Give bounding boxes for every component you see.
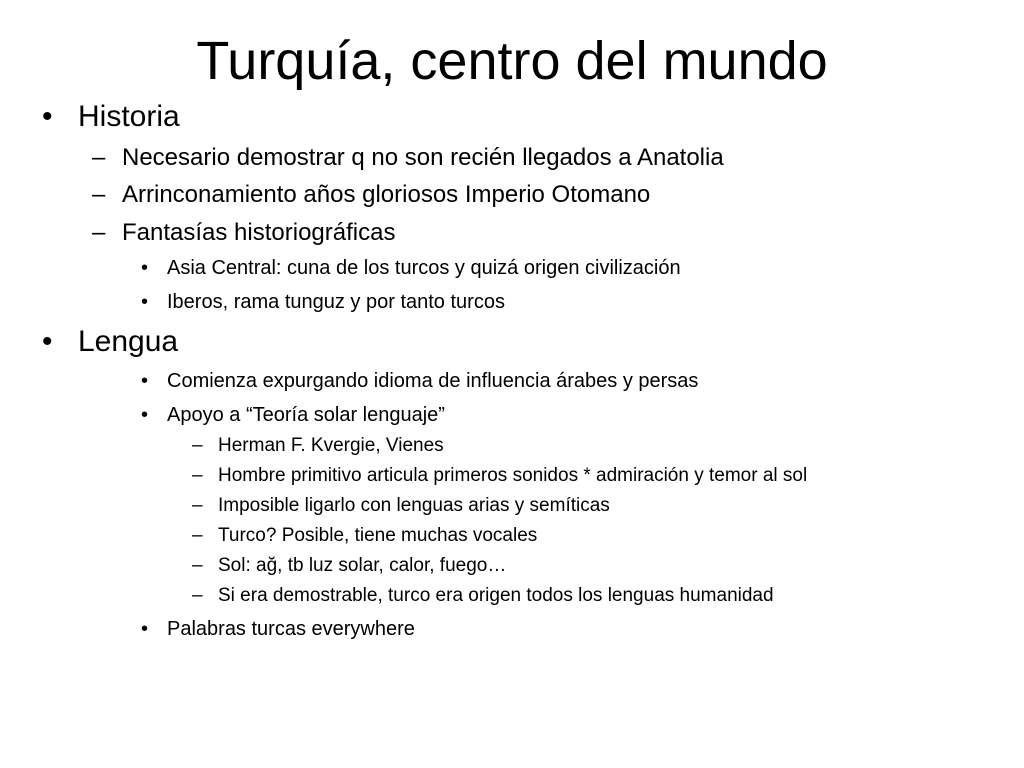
dash-marker: – [192, 555, 203, 576]
bullet-marker: • [42, 325, 53, 358]
slide-title: Turquía, centro del mundo [196, 31, 828, 91]
teoria-item-demostrable-text: Si era demostrable, turco era origen todos los lenguas humanidad [218, 585, 774, 606]
subsubitem-comienza-text: Comienza expurgando idioma de influencia árabes y persas [167, 370, 699, 392]
dash-marker: – [192, 435, 203, 456]
dash-marker: – [92, 144, 106, 171]
subitem-fantasias-text: Fantasías historiográficas [122, 219, 396, 246]
bullet-marker: • [141, 257, 149, 279]
subitem-arrinconamiento [92, 181, 650, 209]
dash-marker: – [192, 465, 203, 486]
subitem-fantasias [92, 219, 395, 247]
subsubitem-apoyo-text: Apoyo a “Teoría solar lenguaje” [167, 404, 445, 426]
dash-marker: – [192, 525, 203, 546]
bullet-marker: • [141, 618, 149, 640]
bullet-marker: • [141, 291, 149, 313]
teoria-item-demostrable [192, 585, 774, 607]
bullet-marker: • [42, 100, 53, 133]
teoria-item-imposible-text: Imposible ligarlo con lenguas arias y semíticas [218, 495, 610, 516]
subsubitem-apoyo [141, 403, 445, 427]
teoria-item-sol [192, 555, 506, 577]
dash-marker: – [192, 585, 203, 606]
bullet-marker: • [141, 404, 149, 426]
teoria-item-herman-text: Herman F. Kvergie, Vienes [218, 435, 444, 456]
teoria-item-sol-text: Sol: ağ, tb luz solar, calor, fuego… [218, 555, 507, 576]
subitem-necesario [92, 144, 724, 172]
subsubitem-iberos-text: Iberos, rama tunguz y por tanto turcos [167, 291, 505, 313]
bullet-historia-text: Historia [78, 100, 180, 133]
subsubitem-comienza [141, 369, 698, 393]
subitem-arrinconamiento-text: Arrinconamiento años gloriosos Imperio Otomano [122, 181, 651, 208]
subsubitem-iberos [141, 290, 505, 314]
bullet-lengua [42, 325, 178, 359]
teoria-item-herman [192, 435, 444, 457]
bullet-historia [42, 100, 180, 134]
subitem-necesario-text: Necesario demostrar q no son recién llegados a Anatolia [122, 144, 724, 171]
bullet-marker: • [141, 370, 149, 392]
teoria-item-imposible [192, 495, 610, 517]
subsubitem-palabras [141, 617, 415, 641]
teoria-item-hombre [192, 465, 807, 487]
subsubitem-palabras-text: Palabras turcas everywhere [167, 618, 415, 640]
subsubitem-asia-central-text: Asia Central: cuna de los turcos y quizá origen civilización [167, 257, 681, 279]
teoria-item-turco [192, 525, 537, 547]
subsubitem-asia-central [141, 256, 681, 280]
dash-marker: – [92, 181, 106, 208]
bullet-lengua-text: Lengua [78, 325, 179, 358]
dash-marker: – [192, 495, 203, 516]
teoria-item-hombre-text: Hombre primitivo articula primeros sonidos * admiración y temor al sol [218, 465, 808, 486]
teoria-item-turco-text: Turco? Posible, tiene muchas vocales [218, 525, 538, 546]
dash-marker: – [92, 219, 106, 246]
